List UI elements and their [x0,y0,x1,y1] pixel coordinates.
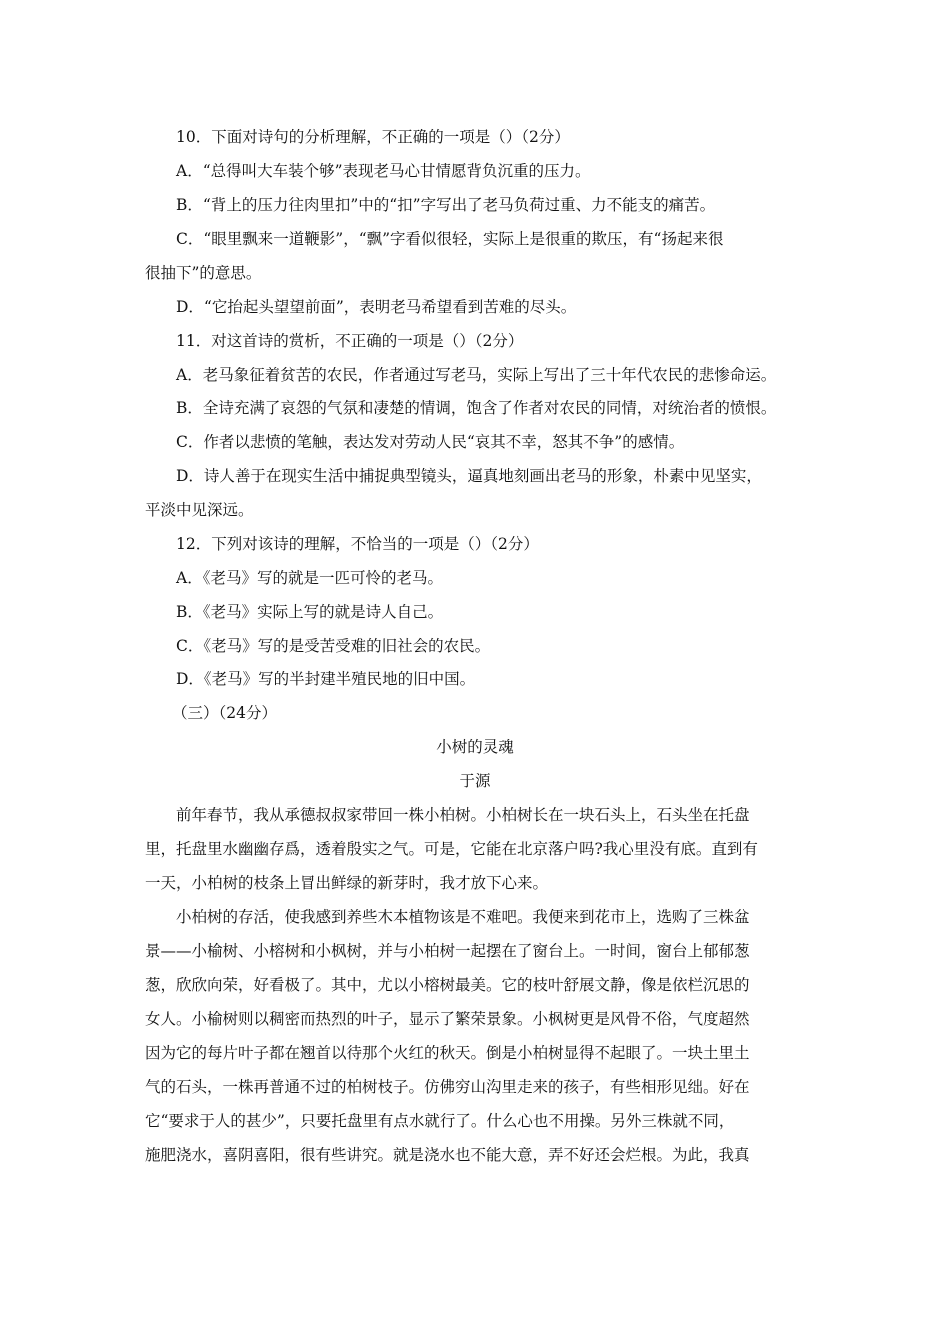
q11-option-d-line2: 平淡中见深远。 [145,501,254,519]
article-title: 小树的灵魂 [436,738,514,756]
q10-option-b: B．“背上的压力往肉里扣”中的“扣”字写出了老马负荷过重、力不能支的痛苦。 [176,196,716,214]
para2-line: 施肥浇水，喜阴喜阳，很有些讲究。就是浇水也不能大意，弄不好还会烂根。为此，我真 [145,1146,750,1164]
para2-line: 气的石头，一株再普通不过的柏树枝子。仿佛穷山沟里走来的孩子，有些相形见绌。好在 [145,1078,750,1096]
q12-option-a: A．《老马》写的就是一匹可怜的老马。 [176,569,443,587]
para2-line: 景——小榆树、小榕树和小枫树，并与小柏树一起摆在了窗台上。一时间，窗台上郁郁葱 [145,942,750,960]
q12-stem: 12．下列对该诗的理解，不恰当的一项是（）（2分） [176,535,539,553]
q12-option-c: C．《老马》写的是受苦受难的旧社会的农民。 [176,637,491,655]
q10-option-d: D．“它抬起头望望前面”，表明老马希望看到苦难的尽头。 [176,298,577,316]
q11-option-a: A．老马象征着贫苦的农民，作者通过写老马，实际上写出了三十年代农民的悲惨命运。 [176,366,777,384]
para1-line: 一天，小柏树的枝条上冒出鲜绿的新芽时，我才放下心来。 [145,874,549,892]
para2-line: 小柏树的存活，使我感到养些木本植物该是不难吧。我便来到花市上，选购了三株盆 [176,908,750,926]
section-header: （三）（24分） [172,704,277,722]
q11-option-b: B．全诗充满了哀怨的气氛和凄楚的情调，饱含了作者对农民的同情，对统治者的愤恨。 [176,399,777,417]
article-author: 于源 [459,772,491,790]
q11-stem: 11．对这首诗的赏析，不正确的一项是（）（2分） [176,332,524,350]
q11-option-d-line1: D．诗人善于在现实生活中捕捉典型镜头，逼真地刻画出老马的形象，朴素中见坚实， [176,467,762,485]
q10-option-c-line2: 很抽下”的意思。 [145,264,262,282]
para2-line: 女人。小榆树则以稠密而热烈的叶子，显示了繁荣景象。小枫树更是风骨不俗，气度超然 [145,1010,750,1028]
q11-option-c: C．作者以悲愤的笔触，表达发对劳动人民“哀其不幸，怒其不争”的感情。 [176,433,685,451]
q10-stem: 10．下面对诗句的分析理解，不正确的一项是（）（2分） [176,128,570,146]
para2-line: 葱，欣欣向荣，好看极了。其中，尤以小榕树最美。它的枝叶舒展文静，像是依栏沉思的 [145,976,750,994]
para1-line: 里，托盘里水幽幽存爲，透着殷实之气。可是，它能在北京落户吗?我心里没有底。直到有 [145,840,758,858]
q10-option-a: A．“总得叫大车装个够”表现老马心甘情愿背负沉重的压力。 [176,162,591,180]
q10-option-c-line1: C．“眼里飘来一道鞭影”，“飘”字看似很轻，实际上是很重的欺压，有“扬起来很 [176,230,724,248]
q12-option-d: D．《老马》写的半封建半殖民地的旧中国。 [176,670,476,688]
para2-line: 因为它的每片叶子都在翘首以待那个火红的秋天。倒是小柏树显得不起眼了。一块土里土 [145,1044,750,1062]
q12-option-b: B．《老马》实际上写的就是诗人自己。 [176,603,444,621]
para2-line: 它“要求于人的甚少”，只要托盘里有点水就行了。什么心也不用操。另外三株就不同， [145,1112,735,1130]
para1-line: 前年春节，我从承德叔叔家带回一株小柏树。小柏树长在一块石头上，石头坐在托盘 [176,806,750,824]
